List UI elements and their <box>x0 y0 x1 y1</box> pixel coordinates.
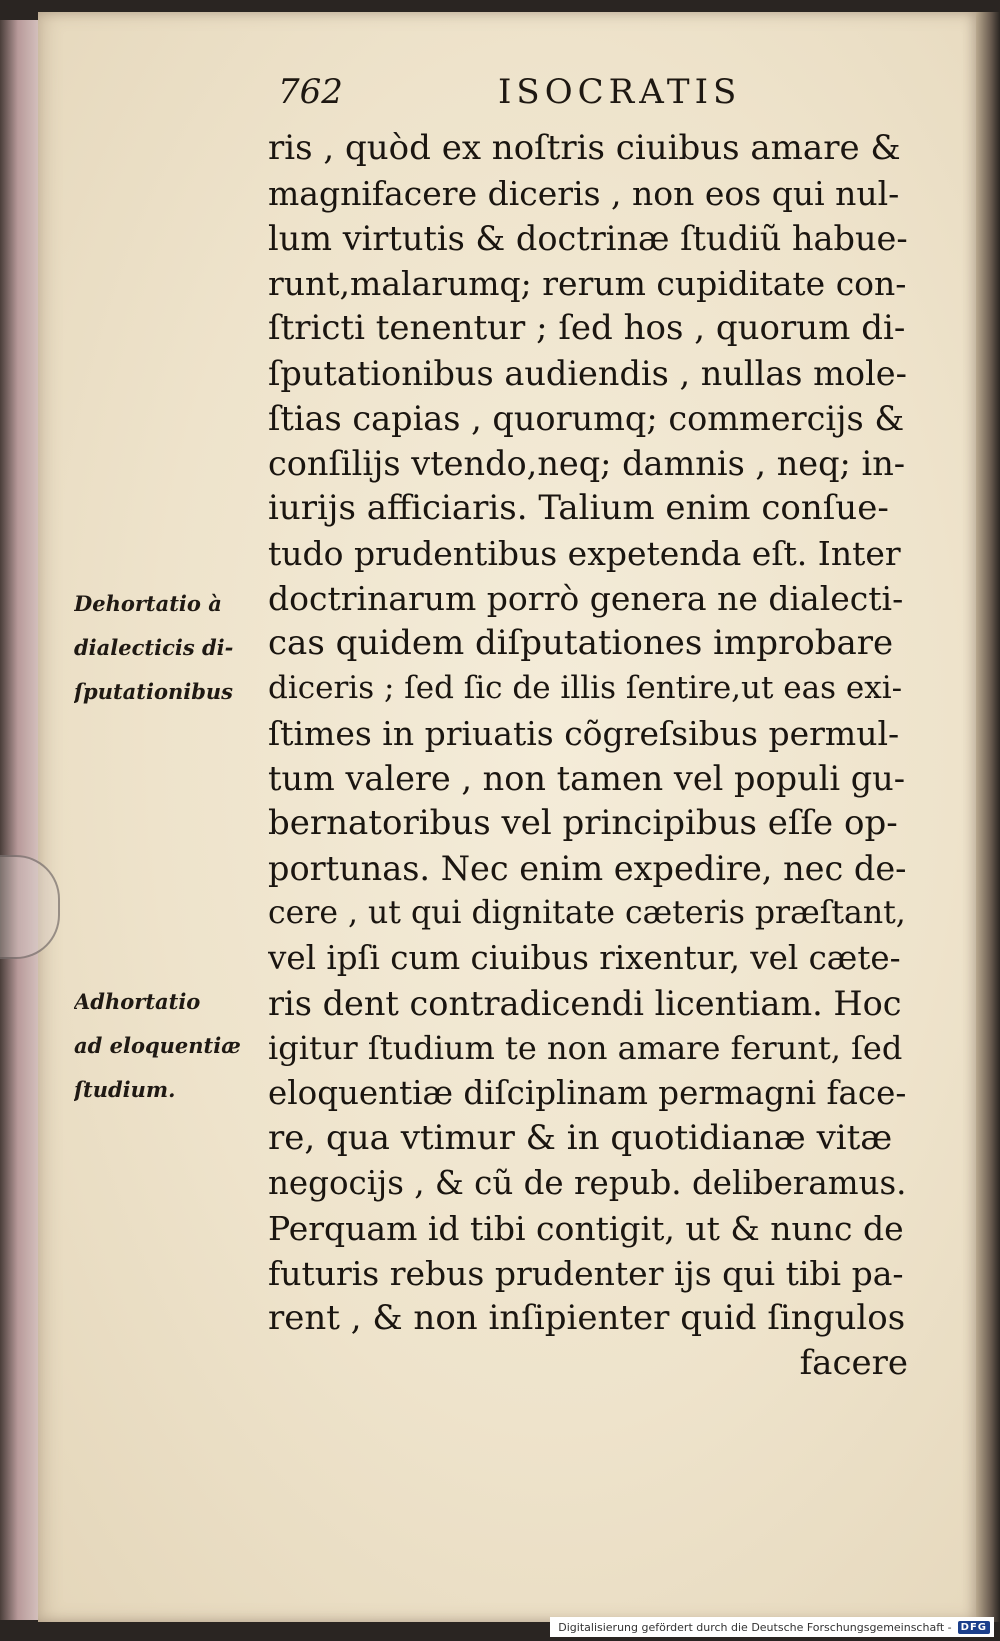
text-line: Perquam id tibi contigit, ut & nunc de <box>268 1209 904 1248</box>
text-line: cas quidem diſputationes improbare <box>268 623 894 663</box>
marginal-line: dialecticis di- <box>74 635 234 660</box>
text-line: magnifacere diceris , non eos qui nul- <box>268 174 900 213</box>
text-line: vel ipſi cum ciuibus rixentur, vel cæte- <box>268 939 901 977</box>
text-line: iurijs afficiaris. Talium enim conſue- <box>268 488 889 528</box>
text-line: tudo prudentibus expetenda eſt. Inter <box>268 534 901 573</box>
marginal-line: ſtudium. <box>74 1077 176 1102</box>
marginal-line: ſputationibus <box>74 679 233 704</box>
text-line: doctrinarum porrò genera ne dialecti- <box>268 579 904 618</box>
text-line: ris , quòd ex noſtris ciuibus amare & <box>268 128 901 168</box>
text-line: ſtimes in priuatis cõgreſsibus permul- <box>268 714 900 753</box>
text-line: lum virtutis & doctrinæ ſtudiũ habue- <box>268 219 908 258</box>
text-line: ſtias capias , quorumq; commercijs & <box>268 399 905 438</box>
running-head <box>278 72 758 116</box>
text-line: tum valere , non tamen vel populi gu- <box>268 759 906 798</box>
credit-text: Digitalisierung gefördert durch die Deutsche Forschungsgemeinschaft - <box>558 1620 952 1634</box>
text-line: eloquentiæ diſciplinam permagni face- <box>268 1074 907 1112</box>
text-line: cere , ut qui dignitate cæteris præſtant, <box>268 895 906 931</box>
digitization-credit <box>550 1617 994 1637</box>
book-gutter <box>976 12 1000 1622</box>
text-line: portunas. Nec enim expedire, nec de- <box>268 849 907 888</box>
text-line: ris dent contradicendi licentiam. Hoc <box>268 984 902 1023</box>
text-line: futuris rebus prudenter ijs qui tibi pa- <box>268 1254 904 1293</box>
text-line: bernatoribus vel principibus eſſe op- <box>268 803 898 843</box>
text-line: diceris ; ſed ſic de illis ſentire,ut eas exi- <box>268 670 903 706</box>
dfg-logo-icon: DFG <box>958 1621 990 1634</box>
marginal-line: Adhortatio <box>74 989 201 1014</box>
body-text <box>268 126 908 1386</box>
text-line: ſtricti tenentur ; ſed hos , quorum di- <box>268 308 906 348</box>
marginal-note-adhortatio <box>74 980 264 1112</box>
text-line: runt,malarumq; rerum cupiditate con- <box>268 264 907 303</box>
text-line: conſilijs vtendo,neq; damnis , neq; in- <box>268 444 906 483</box>
marginal-note-dehortatio <box>74 582 264 714</box>
marginal-line: Dehortatio à <box>74 591 222 616</box>
text-line: re, qua vtimur & in quotidianæ vitæ <box>268 1118 893 1158</box>
text-line: ſputationibus audiendis , nullas mole- <box>268 354 907 393</box>
catchword: facere <box>799 1343 908 1383</box>
text-line: rent , & non inſipienter quid ſingulos <box>268 1298 906 1338</box>
page-number: 762 <box>278 72 343 112</box>
running-title: ISOCRATIS <box>498 72 742 112</box>
text-line: igitur ſtudium te non amare ferunt, ſed <box>268 1029 903 1067</box>
marginal-line: ad eloquentiæ <box>74 1033 241 1058</box>
text-line: negocijs , & cũ de repub. deliberamus. <box>268 1164 907 1202</box>
